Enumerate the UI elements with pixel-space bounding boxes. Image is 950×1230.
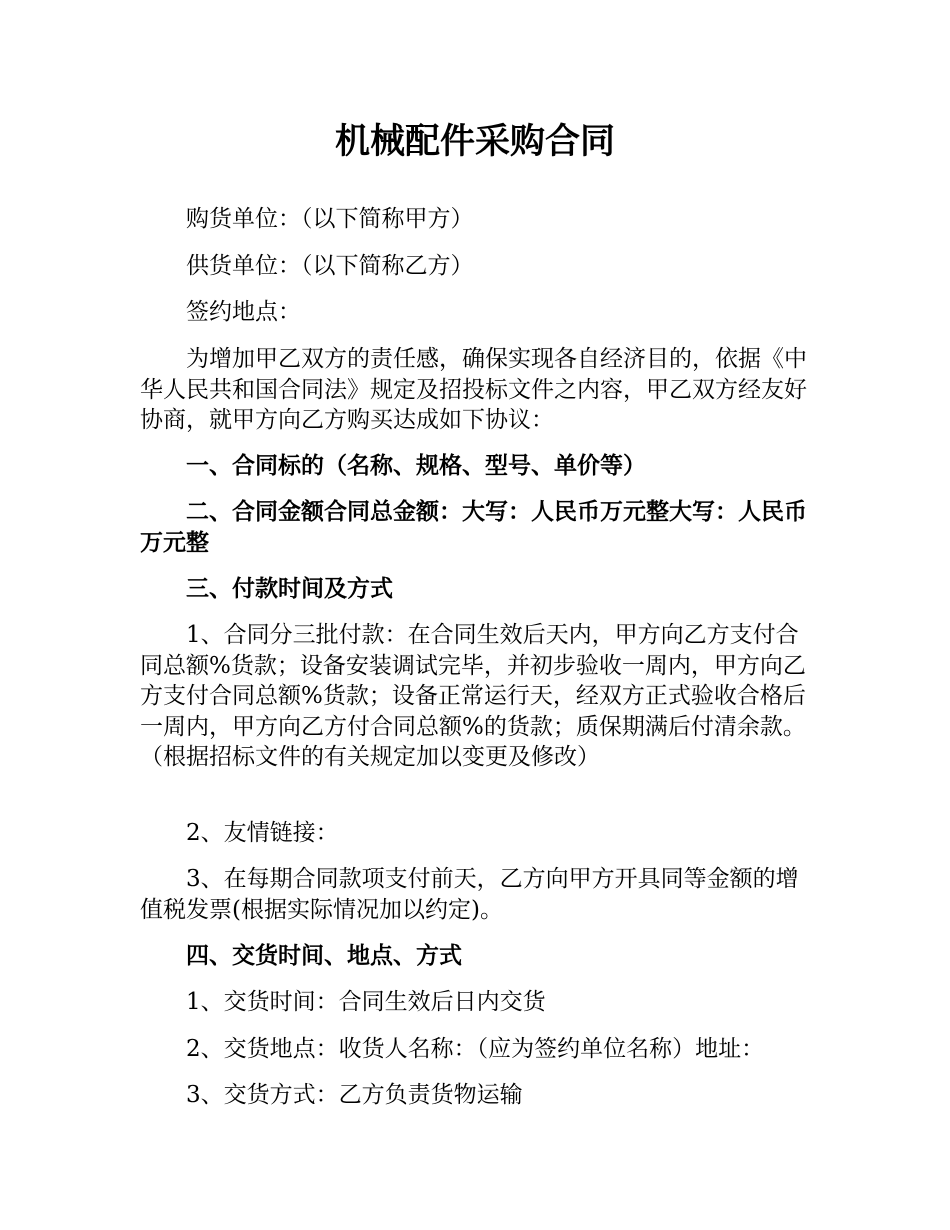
delivery-clause-3: 3、交货方式：乙方负责货物运输	[186, 1082, 523, 1108]
document-title: 机械配件采购合同	[334, 122, 615, 162]
section-heading-subject: 一、合同标的（名称、规格、型号、单价等）	[186, 453, 646, 479]
payment-clause-2: 2、友情链接：	[186, 820, 339, 846]
preamble-paragraph: 为增加甲乙双方的责任感，确保实现各自经济目的，依据《中华人民共和国合同法》规定及招投标文件之内容，甲乙双方经友好协商，就甲方向乙方购买达成如下协议：	[140, 346, 807, 433]
supplier-line: 供货单位：（以下简称乙方）	[186, 253, 474, 279]
section-heading-payment: 三、付款时间及方式	[186, 576, 393, 602]
payment-clause-1: 1、合同分三批付款：在合同生效后天内，甲方向乙方支付合同总额%货款；设备安装调试完毕，并初步验收一周内，甲方向乙方支付合同总额%货款；设备正常运行天，经双方正式验收合格后一周内，甲方向乙方付合同总额%的货款；质保期满后付清余款。（根据招标文件的有关规定加以变更及修改）	[140, 622, 806, 770]
delivery-clause-2: 2、交货地点：收货人名称：（应为签约单位名称）地址：	[186, 1036, 765, 1062]
payment-clause-3: 3、在每期合同款项支付前天，乙方向甲方开具同等金额的增值税发票(根据实际情况加以约定)。	[140, 866, 799, 923]
signing-location-line: 签约地点：	[186, 299, 301, 325]
delivery-clause-1: 1、交货时间：合同生效后日内交货	[186, 989, 546, 1015]
buyer-line: 购货单位：（以下简称甲方）	[186, 206, 474, 232]
section-heading-delivery: 四、交货时间、地点、方式	[186, 943, 462, 969]
section-heading-amount: 二、合同金额合同总金额：大写：人民币万元整大写：人民币万元整	[140, 499, 807, 556]
